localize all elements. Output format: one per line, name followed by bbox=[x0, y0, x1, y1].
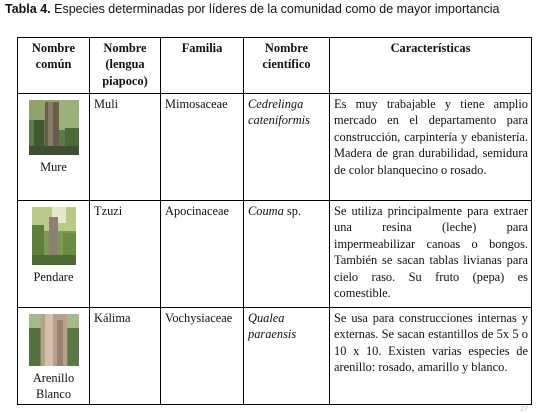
family-cell: Apocinaceae bbox=[161, 201, 244, 308]
scientific-name-cell: Cedrelinga cateniformis bbox=[244, 94, 330, 201]
page-number: 27 bbox=[520, 406, 528, 413]
features-cell: Se usa para construcciones internas y externas. Se sacan estantillos de 5x 5 o 10 x 10. Existen varias especies de arenillo: rosado, amarillo y blanco. bbox=[330, 308, 532, 405]
scientific-genus: Couma bbox=[248, 204, 284, 218]
header-family: Familia bbox=[161, 38, 244, 94]
scientific-name-cell: Qualea paraensis bbox=[244, 308, 330, 405]
scientific-suffix: sp. bbox=[286, 204, 302, 218]
table-caption-text: Especies determinadas por líderes de la comunidad como de mayor importancia bbox=[54, 2, 500, 16]
table-row bbox=[18, 201, 532, 308]
header-features: Características bbox=[330, 38, 532, 94]
header-common-name: Nombre común bbox=[18, 38, 90, 94]
common-name: Arenillo Blanco bbox=[32, 371, 75, 401]
family-cell: Vochysiaceae bbox=[161, 308, 244, 405]
common-name-cell bbox=[18, 308, 90, 405]
family-cell: Mimosaceae bbox=[161, 94, 244, 201]
features-cell: Es muy trabajable y tiene amplio mercado en el departamento para construcción, carpintería y ebanistería. Madera de gran durabilidad, semidura de color blanquecino o rosado. bbox=[330, 94, 532, 201]
table-row bbox=[18, 94, 532, 201]
table-caption-label: Tabla 4. bbox=[5, 2, 51, 16]
piapoco-name-cell: Kálima bbox=[90, 308, 161, 405]
header-piapoco-name: Nombre (lengua piapoco) bbox=[90, 38, 161, 94]
piapoco-name-cell: Muli bbox=[90, 94, 161, 201]
tree-photo-mure bbox=[29, 100, 79, 155]
header-scientific-name: Nombre científico bbox=[244, 38, 330, 94]
tree-photo-arenillo-blanco bbox=[29, 314, 79, 366]
common-name-cell bbox=[18, 201, 90, 308]
table-header-row bbox=[18, 38, 532, 94]
piapoco-name-cell: Tzuzi bbox=[90, 201, 161, 308]
table-caption bbox=[5, 2, 499, 16]
tree-photo-pendare bbox=[29, 207, 79, 265]
common-name-cell bbox=[18, 94, 90, 201]
table-row bbox=[18, 308, 532, 405]
common-name: Mure bbox=[40, 160, 67, 174]
species-table bbox=[17, 37, 532, 405]
common-name: Pendare bbox=[33, 270, 74, 284]
features-cell: Se utiliza principalmente para extraer una resina (leche) para impermeabilizar canoas o bongos. También se sacan tablas livianas para cielo raso. Su fruto (pepa) es comestible. bbox=[330, 201, 532, 308]
scientific-name-cell bbox=[244, 201, 330, 308]
